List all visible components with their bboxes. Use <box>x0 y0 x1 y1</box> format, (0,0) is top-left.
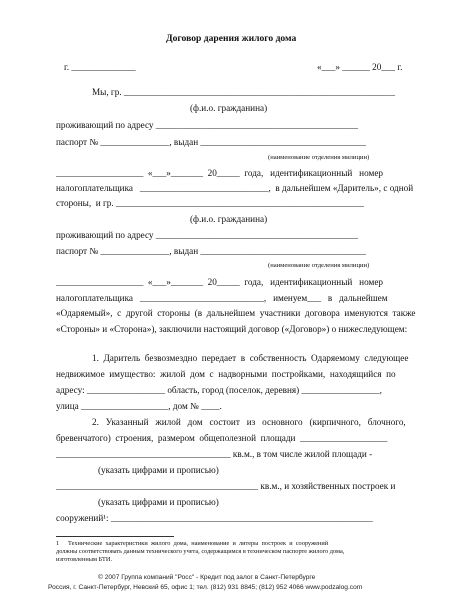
clause-2-line-1: 2. Указанный жилой дом состоит из основного (кирпичного, блочного, <box>92 417 406 427</box>
clause-2-line-2: бревенчатого) строения, размером общеполезной площади ___________________ <box>56 433 388 443</box>
document-title: Договор дарения жилого дома <box>166 33 297 44</box>
company-copyright: © 2007 Группа компаний "Росс" - Кредит под залог в Санкт-Петербурге <box>98 574 316 581</box>
recipient-name-line: стороны, и гр. ______________________________________________________ <box>56 198 364 208</box>
donor-name-caption: (ф.и.о. гражданина) <box>190 103 268 113</box>
footnote-separator <box>56 536 174 537</box>
clause-2-line-4: ____________________________________________ кв.м., и хозяйственных построек и <box>56 481 396 491</box>
recipient-passport-line: паспорт № _______________, выдан ____________________________________ <box>56 246 366 256</box>
donor-name-line: Мы, гр. ___________________________________________________________ <box>92 87 395 97</box>
recipient-issue-date-line: ___________________ «___»_______ 20_____ года, идентификационный номер <box>56 277 384 287</box>
recipient-address-line: проживающий по адресу ____________________________________________ <box>56 230 358 240</box>
donor-passport-line: паспорт № _______________, выдан ____________________________________ <box>56 137 366 147</box>
date-field: «___» ______ 20___ г. <box>317 62 403 72</box>
city-field: г. ______________ <box>64 62 136 72</box>
footnote-line-1: Технические характеристики жилого дома, наименование и литеры построек и сооружений <box>68 540 329 547</box>
footnote-marker: 1 <box>56 540 60 547</box>
donor-tax-id-line: налогоплательщика ____________________________, в дальнейшем «Даритель», с одной <box>56 183 414 193</box>
parties-line-2: «Стороны» и «Сторона»), заключили настоящий договор («Договор») о нижеследующем: <box>56 324 408 334</box>
donor-issue-date-line: ___________________ «___»_______ 20_____ года, идентификационный номер <box>56 168 384 178</box>
donor-address-line: проживающий по адресу ____________________________________________ <box>56 120 358 130</box>
recipient-name-caption: (ф.и.о. гражданина) <box>190 214 268 224</box>
clause-1-line-1: 1. Даритель безвозмездно передает в собственность Одаряемому следующее <box>92 353 409 363</box>
clause-2-line-3: ______________________________________ кв.м., в том числе жилой площади - <box>56 449 373 459</box>
footnote-line-3: изготовленным БТИ. <box>56 556 113 563</box>
clause-2-caption-2: (указать цифрами и прописью) <box>98 497 219 507</box>
footnote-line-2: должны соответствовать данным технического учета, содержащимся в техническом паспорте жилого дома, <box>56 548 345 555</box>
clause-1-line-2: недвижимое имущество: жилой дом с надворными постройками, находящийся по <box>56 369 396 379</box>
donor-police-caption: (наименование отделения милиции) <box>268 154 370 161</box>
clause-2-caption-1: (указать цифрами и прописью) <box>98 465 219 475</box>
recipient-tax-id-line: налогоплательщика ___________________________, именуем___ в дальнейшем <box>56 293 388 303</box>
recipient-police-caption: (наименование отделения милиции) <box>268 262 370 269</box>
clause-1-line-4: улица ___________________, дом № ____. <box>56 401 222 411</box>
clause-1-line-3: адресу: _________________ область, город (поселок, деревня) _________________, <box>56 385 382 395</box>
clause-2-line-5: сооружений¹: _________________________________________________________ <box>56 513 373 523</box>
company-address: Россия, г. Санкт-Петербург, Невский 65, офис 1; тел. (812) 931 8845; (812) 952 4066 www.podzalog.com <box>48 584 363 591</box>
parties-line-1: «Одаряемый», с другой стороны (в дальнейшем участники договора именуются также <box>56 308 416 318</box>
